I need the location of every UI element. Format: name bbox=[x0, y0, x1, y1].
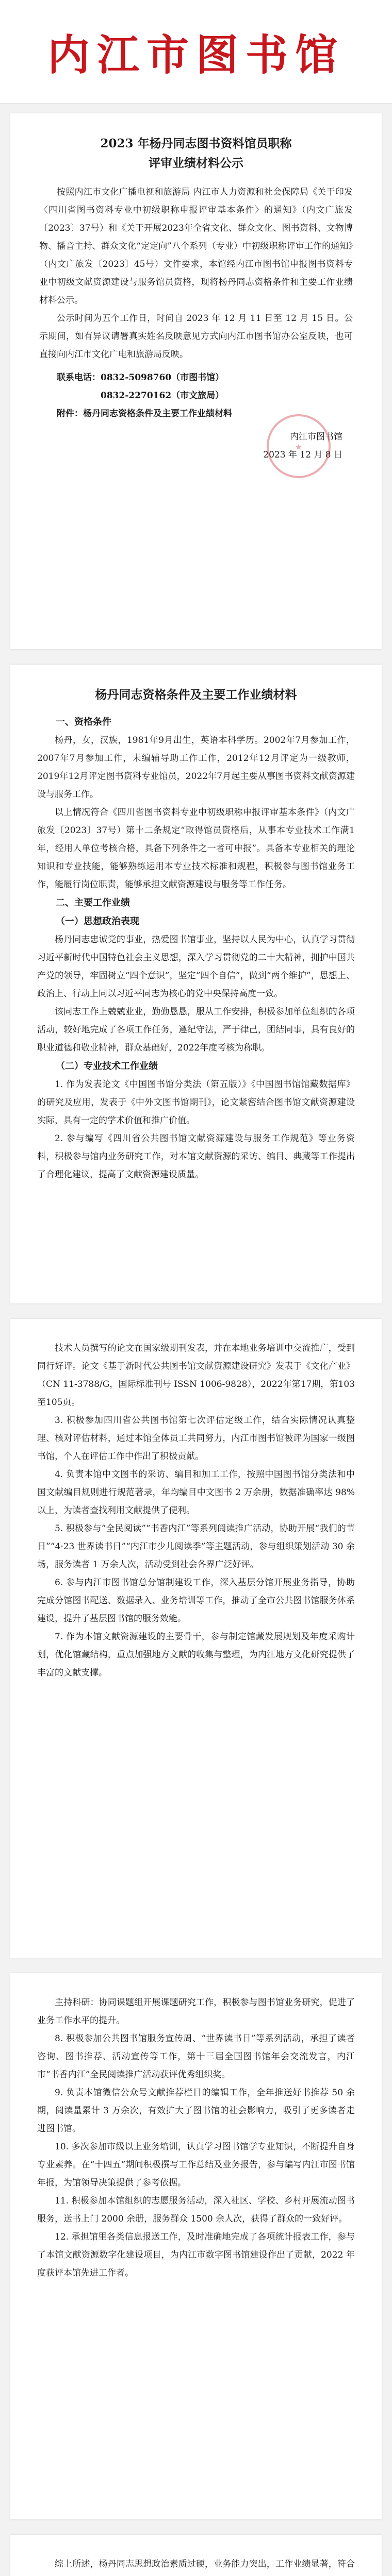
body-paragraph: 3. 积极参加四川省公共图书馆第七次评估定级工作，结合实际情况认真整理、核对评估材料，通过本馆全体员工共同努力，内江市图书馆被评为国家一级图书馆，个人在评估工作中作出了积极贡献。 bbox=[37, 1415, 355, 1462]
materials-sheet-2 bbox=[10, 1319, 382, 1958]
body-paragraph: 6. 参与内江市图书馆总分馆制建设工作，深入基层分馆开展业务指导，协助完成分馆图书配送、数据录入、业务培训等工作，推动了全市公共图书馆服务体系建设，提升了基层图书馆的服务效能。 bbox=[37, 1578, 355, 1624]
official-seal-stamp bbox=[265, 413, 332, 480]
body-paragraph: 该同志工作上兢兢业业，勤勤恳恳，服从工作安排，积极参加单位组织的各项活动，较好地完成了各项工作任务，遵纪守法，严于律己，团结同事，具有良好的职业道德和敬业精神，群众基础好，2022年度考核为称职。 bbox=[37, 1007, 355, 1053]
sign-organization: 内江市图书馆 bbox=[290, 432, 342, 442]
materials-sheet-1 bbox=[10, 665, 382, 1303]
svg-text:★: ★ bbox=[295, 442, 303, 452]
notice-attachment: 附件：杨丹同志资格条件及主要工作业绩材料 bbox=[57, 409, 232, 419]
contact-phone-library: 联系电话：0832-5098760（市图书馆） bbox=[57, 372, 224, 383]
materials-title: 杨丹同志资格条件及主要工作业绩材料 bbox=[95, 688, 297, 702]
materials-sheet-3 bbox=[10, 1973, 382, 2519]
section-heading: 一、资格条件 bbox=[56, 717, 111, 727]
body-paragraph: 杨丹同志忠诚党的事业，热爱图书馆事业，坚持以人民为中心，认真学习贯彻习近平新时代中国特色社会主义思想，深入学习贯彻党的二十大精神，拥护中国共产党的领导，牢固树立“四个意识”，坚定“四个自信”，做到“两个维护”，思想上、政治上、行动上同以习近平同志为核心的党中央保持高度一致。 bbox=[37, 935, 355, 999]
body-paragraph: 1. 作为发表论文《中国图书馆分类法（第五版）》《中国图书馆馆藏数据库》的研究及应用，发表于《中外文图书馆期刊》，论文紧密结合图书馆文献资源建设实际，具有一定的学术价值和推广价值。 bbox=[37, 1079, 355, 1126]
body-paragraph: 杨丹，女，汉族，1981年9月出生，英语本科学历。2002年7月参加工作，2007年7月参加工作，未编辅导助工作工作，2012年12月评定为一级教师，2019年12月评定图书资料专业馆员，2022年7月起主要从事图书资料文献资源建设与服务工作。 bbox=[37, 735, 355, 800]
body-paragraph: 主持科研：协同课题组开展课题研究工作，积极参与图书馆业务研究，促进了业务工作水平的提升。 bbox=[37, 1997, 355, 2026]
body-paragraph: 10. 多次参加市级以上业务培训，认真学习图书馆学专业知识，不断提升自身专业素养。在“十四五”期间积极撰写工作总结及业务报告，参与编写内江市图书馆年报，为馆领导决策提供了参考依据。 bbox=[37, 2142, 355, 2188]
body-paragraph: 技术人员撰写的论文在国家级期刊发表，并在本地业务培训中交流推广，受到同行好评。论文《基于新时代公共图书馆文献资源建设研究》发表于《文化产业》（CN 11-3788/G，国际标准刊号 ISSN 1006-9828），2022年第17期，第103至105页。 bbox=[37, 1343, 355, 1408]
body-paragraph: 4. 负责本馆中文图书的采访、编目和加工工作，按照中国图书馆分类法和中国文献编目规则进行规范著录，年均编目中文图书 2 万余册，数据准确率达 98% 以上，为读者查找利用文献提供了便利。 bbox=[37, 1469, 355, 1516]
sign-date: 2023 年 12 月 8 日 bbox=[263, 450, 342, 460]
body-paragraph: 5. 积极参与“全民阅读”“书香内江”等系列阅读推广活动，协助开展“我们的节日”“4·23 世界读书日”“内江市少儿阅读季”等主题活动，参与组织策划活动 30 余场，服务读者 1 万余人次，活动受到社会各界广泛好评。 bbox=[37, 1523, 355, 1570]
body-paragraph: 12. 承担馆里各类信息报送工作，及时准确地完成了各项统计报表工作，参与了本馆文献资源数字化建设项目，为内江市数字图书馆建设作出了贡献，2022 年度获评本馆先进工作者。 bbox=[37, 2232, 355, 2278]
contact-phone-bureau: 0832-2270162（市文旅局） bbox=[101, 391, 224, 401]
notice-paragraph: 公示时间为五个工作日，时间自 2023 年 12 月 11 日至 12 月 15 日。公示期间，如有异议请署真实姓名反映意见方式向内江市图书馆办公室反映，也可直接向内江市文化广电和旅游局反映。 bbox=[39, 313, 353, 360]
banner-title: 内江市图书馆 bbox=[47, 30, 345, 80]
notice-sheet bbox=[10, 113, 382, 649]
library-banner bbox=[0, 0, 392, 104]
notice-paragraph: 按照内江市文化广播电视和旅游局 内江市人力资源和社会保障局《关于印发〈四川省图书资料专业中初级职称申报评审基本条件〉的通知》（内文广旅发〔2023〕37号）和《关于开展2023年全省文化、群众文化、图书资料、文物博物、播音主持、群众文化“定定向”八个系列（专业）中初级职称评审工作的通知》（内文广旅发〔2023〕45号）文件要求，本馆经内江市图书馆申报图书资料专业中初级文献资源建设与服务馆员资格，现将杨丹同志资格条件和主要工作业绩材料公示。 bbox=[39, 187, 353, 306]
notice-title-line1: 2023 年杨丹同志图书资料馆员职称 bbox=[100, 137, 292, 150]
subsection-heading: （一）思想政治表现 bbox=[56, 916, 139, 927]
section-heading: 二、主要工作业绩 bbox=[56, 897, 130, 908]
body-paragraph: 9. 负责本馆微信公众号文献推荐栏目的编辑工作，全年推送好书推荐 50 余期，阅读量累计 3 万余次，有效扩大了图书馆的社会影响力，吸引了更多读者走进图书馆。 bbox=[37, 2088, 355, 2134]
body-paragraph: 8. 积极参加公共图书馆服务宣传周、“世界读书日”等系列活动，承担了读者咨询、图书推荐、活动宣传等工作，第十三届全国图书馆年会交流发言，内江市“书香内江”全民阅读推广活动获评优秀组织奖。 bbox=[37, 2033, 355, 2080]
body-paragraph: 7. 作为本馆文献资源建设的主要骨干，参与制定馆藏发展规划及年度采购计划，优化馆藏结构，重点加强地方文献的收集与整理，为内江地方文化研究提供了丰富的文献支撑。 bbox=[37, 1632, 355, 1678]
body-paragraph: 11. 积极参加本馆组织的志愿服务活动，深入社区、学校、乡村开展流动图书服务，送书上门 2000 余册，服务群众 1500 余人次，获得了群众的一致好评。 bbox=[37, 2196, 355, 2224]
materials-sheet-4 bbox=[10, 2535, 382, 2576]
closing-paragraph: 综上所述，杨丹同志思想政治素质过硬，业务能力突出，工作业绩显著，符合 bbox=[55, 2559, 355, 2569]
body-paragraph: 以上情况符合《四川省图书资料专业中初级职称申报评审基本条件》（内文广旅发〔2023〕37号）第十二条规定“取得馆员资格后，从事本专业技术工作满1年，经用人单位考核合格，具备下列条件之一者可申报”。具备本专业相关的理论知识和专业技能，能够熟练运用本专业技术标准和规程，积极参与图书馆业务工作，能履行岗位职责，能够承担文献资源建设与服务等工作任务。 bbox=[37, 807, 355, 890]
subsection-heading: （二）专业技术工作业绩 bbox=[56, 1061, 158, 1072]
signature-block bbox=[39, 428, 353, 485]
notice-title-line2: 评审业绩材料公示 bbox=[149, 156, 243, 170]
body-paragraph: 2. 参与编写《四川省公共图书馆文献资源建设与服务工作规范》等业务资料，积极参与馆内业务研究工作，对本馆文献资源的采访、编目、典藏等工作提出了合理化建议，提高了文献资源建设质量。 bbox=[37, 1133, 355, 1180]
